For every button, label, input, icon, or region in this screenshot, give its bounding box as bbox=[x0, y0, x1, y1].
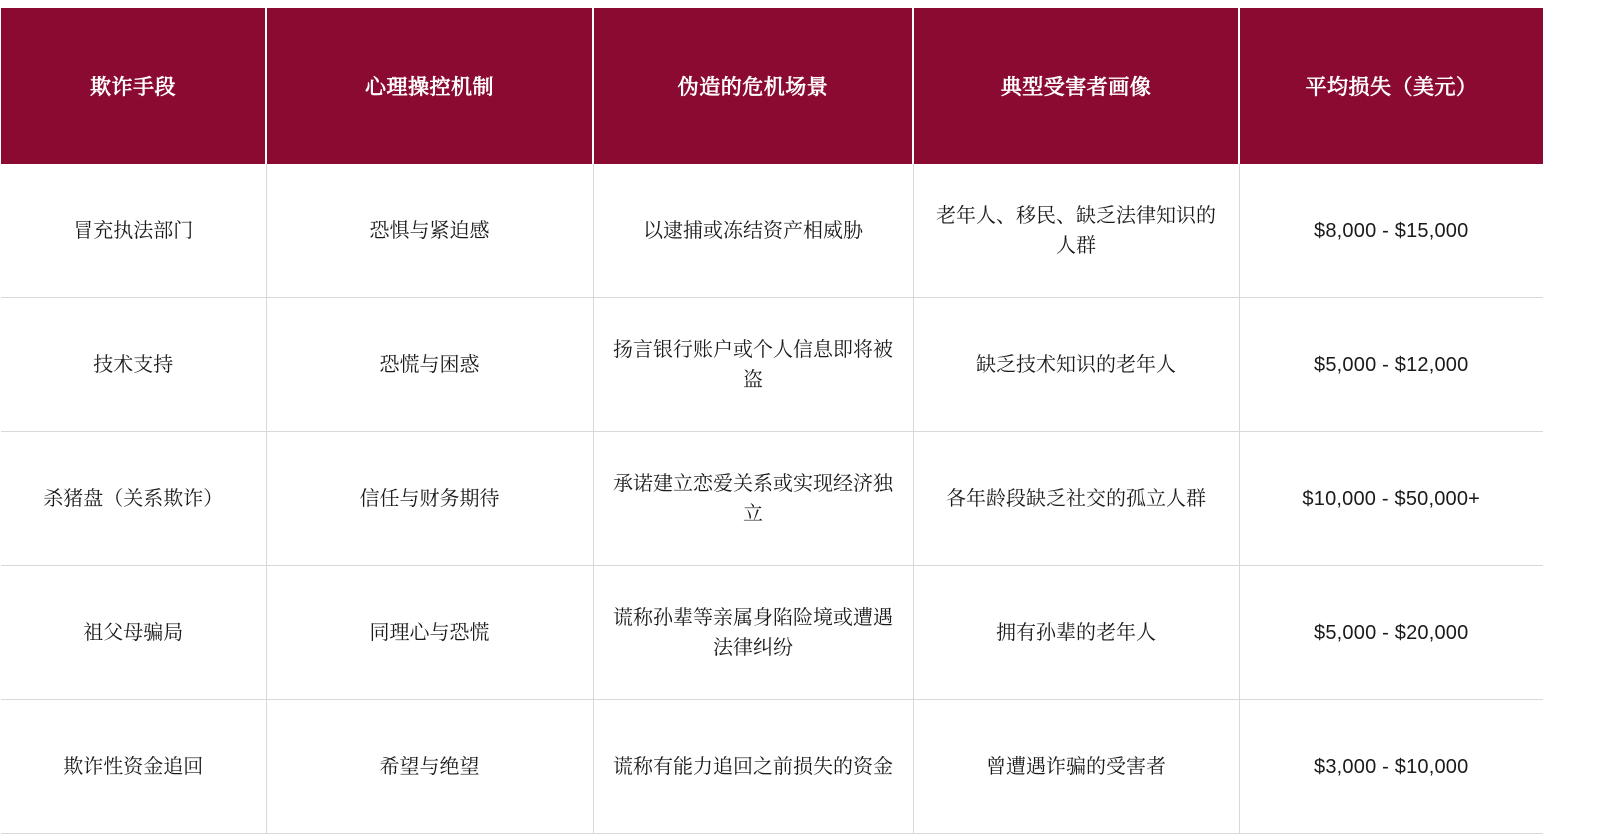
cell-method: 技术支持 bbox=[1, 298, 266, 432]
cell-mechanism: 同理心与恐慌 bbox=[266, 566, 593, 700]
cell-mechanism: 恐惧与紧迫感 bbox=[266, 164, 593, 298]
cell-loss: $5,000 - $20,000 bbox=[1239, 566, 1543, 700]
cell-mechanism: 希望与绝望 bbox=[266, 700, 593, 834]
table-row bbox=[1, 298, 1543, 432]
cell-scenario: 谎称有能力追回之前损失的资金 bbox=[593, 700, 913, 834]
table-row bbox=[1, 164, 1543, 298]
cell-victim: 各年龄段缺乏社交的孤立人群 bbox=[913, 432, 1239, 566]
column-header-method: 欺诈手段 bbox=[1, 8, 266, 164]
cell-loss: $8,000 - $15,000 bbox=[1239, 164, 1543, 298]
scam-comparison-table bbox=[1, 8, 1543, 834]
table-header bbox=[1, 8, 1543, 164]
cell-method: 欺诈性资金追回 bbox=[1, 700, 266, 834]
table-row bbox=[1, 700, 1543, 834]
cell-scenario: 谎称孙辈等亲属身陷险境或遭遇法律纠纷 bbox=[593, 566, 913, 700]
cell-victim: 缺乏技术知识的老年人 bbox=[913, 298, 1239, 432]
cell-loss: $10,000 - $50,000+ bbox=[1239, 432, 1543, 566]
column-header-scenario: 伪造的危机场景 bbox=[593, 8, 913, 164]
cell-scenario: 扬言银行账户或个人信息即将被盗 bbox=[593, 298, 913, 432]
column-header-mechanism: 心理操控机制 bbox=[266, 8, 593, 164]
table-row bbox=[1, 432, 1543, 566]
cell-scenario: 承诺建立恋爱关系或实现经济独立 bbox=[593, 432, 913, 566]
cell-scenario: 以逮捕或冻结资产相威胁 bbox=[593, 164, 913, 298]
cell-mechanism: 恐慌与困惑 bbox=[266, 298, 593, 432]
table-header-row bbox=[1, 8, 1543, 164]
cell-victim: 老年人、移民、缺乏法律知识的人群 bbox=[913, 164, 1239, 298]
cell-method: 杀猪盘（关系欺诈） bbox=[1, 432, 266, 566]
table-row bbox=[1, 566, 1543, 700]
column-header-victim: 典型受害者画像 bbox=[913, 8, 1239, 164]
column-header-loss: 平均损失（美元） bbox=[1239, 8, 1543, 164]
cell-method: 祖父母骗局 bbox=[1, 566, 266, 700]
cell-loss: $3,000 - $10,000 bbox=[1239, 700, 1543, 834]
cell-method: 冒充执法部门 bbox=[1, 164, 266, 298]
table-body bbox=[1, 164, 1543, 834]
cell-mechanism: 信任与财务期待 bbox=[266, 432, 593, 566]
cell-loss: $5,000 - $12,000 bbox=[1239, 298, 1543, 432]
cell-victim: 曾遭遇诈骗的受害者 bbox=[913, 700, 1239, 834]
cell-victim: 拥有孙辈的老年人 bbox=[913, 566, 1239, 700]
